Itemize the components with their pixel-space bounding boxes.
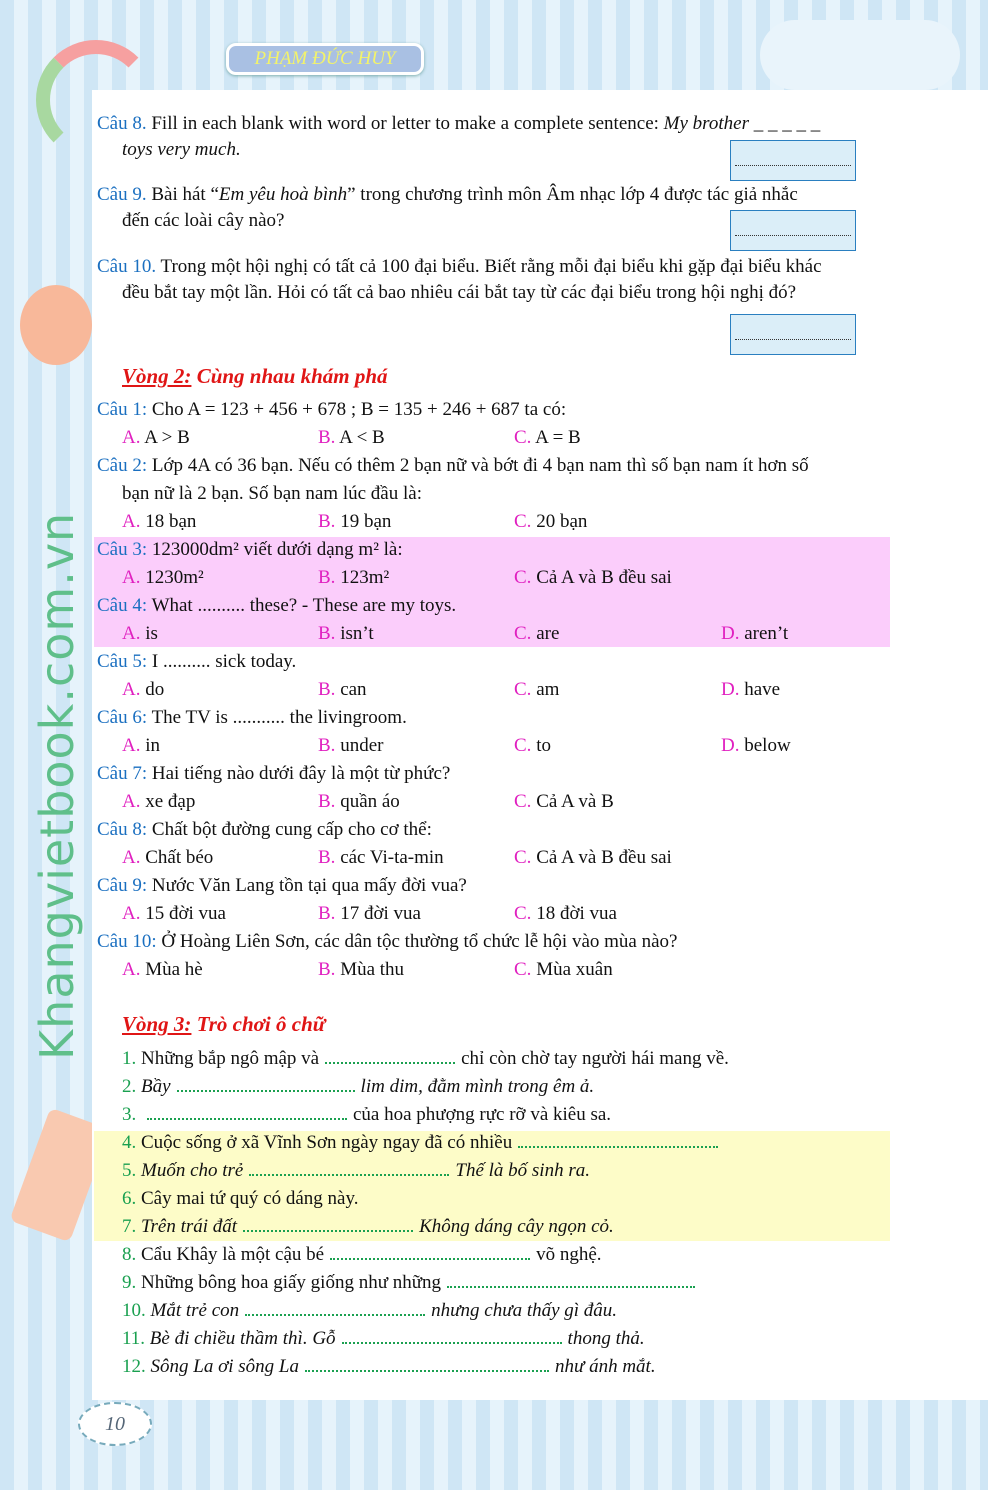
item-text-after: chỉ còn chờ tay người hái mang về. <box>461 1048 729 1069</box>
question-label: Câu 5: <box>97 651 148 672</box>
option-text: Cả A và B đều sai <box>536 567 672 588</box>
answer-box[interactable] <box>730 210 856 251</box>
blank: _ _ _ _ _ <box>748 113 821 134</box>
item-text-after: nhưng chưa thấy gì đâu. <box>431 1300 618 1321</box>
option-letter: C. <box>514 567 532 588</box>
item-number: 4. <box>122 1132 137 1153</box>
question-text: Cho A = 123 + 456 + 678 ; B = 135 + 246 + 687 ta có: <box>151 399 567 420</box>
question-text: Chất bột đường cung cấp cho cơ thể: <box>151 819 432 840</box>
option-text: A < B <box>339 427 385 448</box>
question-label: Câu 7: <box>97 763 148 784</box>
question-text: Bài hát “ <box>151 184 219 205</box>
option-text: under <box>340 735 384 756</box>
answer-option[interactable] <box>122 424 190 452</box>
question-label: Câu 9: <box>97 875 148 896</box>
answer-option[interactable] <box>318 732 383 760</box>
answer-option[interactable] <box>122 956 203 984</box>
text-line <box>122 1101 611 1129</box>
answer-option[interactable] <box>122 844 213 872</box>
text-line <box>122 1157 590 1185</box>
text-line <box>122 1073 594 1101</box>
text-line <box>122 1045 729 1073</box>
option-letter: C. <box>514 623 532 644</box>
question-label: Câu 8. <box>97 113 147 134</box>
option-text: các Vi-ta-min <box>340 847 444 868</box>
text-line <box>122 788 882 816</box>
option-text: 18 đời vua <box>536 903 617 924</box>
option-text: are <box>536 623 560 644</box>
option-letter: C. <box>514 959 532 980</box>
answer-option[interactable] <box>514 732 551 760</box>
item-number: 6. <box>122 1188 137 1209</box>
item-text-before: Những bông hoa giấy giống như những <box>141 1272 442 1293</box>
item-text-after: Không dáng cây ngọn cỏ. <box>419 1216 614 1237</box>
option-text: Cả A và B <box>536 791 614 812</box>
answer-option[interactable] <box>721 732 791 760</box>
option-letter: C. <box>514 427 532 448</box>
question-label: Câu 8: <box>97 819 148 840</box>
answer-option[interactable] <box>318 620 374 648</box>
question-text-line2: toys very much. <box>122 139 241 160</box>
fill-blank[interactable] <box>342 1326 562 1344</box>
text-line <box>97 253 822 281</box>
option-letter: A. <box>122 427 141 448</box>
author-badge: PHẠM ĐỨC HUY <box>226 43 424 75</box>
question-label: Câu 10. <box>97 256 157 277</box>
option-text: have <box>744 679 781 700</box>
text-line <box>122 1185 359 1213</box>
round-title: Trò chơi ô chữ <box>196 1012 326 1036</box>
round-prefix: Vòng 3: <box>122 1012 192 1036</box>
option-text: Mùa thu <box>340 959 405 980</box>
option-letter: B. <box>318 847 336 868</box>
answer-option[interactable] <box>122 788 195 816</box>
option-letter: B. <box>318 735 336 756</box>
answer-option[interactable] <box>318 844 444 872</box>
option-letter: A. <box>122 959 141 980</box>
question-label: Câu 3: <box>97 539 148 560</box>
text-line <box>122 676 882 704</box>
option-letter: B. <box>318 791 336 812</box>
answer-option[interactable] <box>514 844 672 872</box>
option-letter: A. <box>122 623 141 644</box>
option-text: to <box>536 735 551 756</box>
round-prefix: Vòng 2: <box>122 364 192 388</box>
text-line <box>122 1269 701 1297</box>
text-line <box>122 1241 602 1269</box>
question-label: Câu 1: <box>97 399 148 420</box>
text-line <box>97 536 403 564</box>
option-letter: D. <box>721 735 740 756</box>
cloud-decoration <box>760 20 960 90</box>
option-text: 19 bạn <box>340 511 392 532</box>
answer-option[interactable] <box>122 732 160 760</box>
text-line <box>97 928 677 956</box>
question-text: Hai tiếng nào dưới đây là một từ phức? <box>151 763 451 784</box>
text-line <box>122 1297 617 1325</box>
answer-box[interactable] <box>730 140 856 181</box>
fill-blank[interactable] <box>245 1298 425 1316</box>
question-label: Câu 10: <box>97 931 157 952</box>
item-text-before: Cẩu Khây là một cậu bé <box>141 1244 325 1265</box>
item-number: 11. <box>122 1328 146 1349</box>
text-line <box>97 110 820 138</box>
text-line <box>122 480 422 508</box>
option-letter: C. <box>514 679 532 700</box>
option-text: can <box>340 679 367 700</box>
question-text: Nước Văn Lang tồn tại qua mấy đời vua? <box>151 875 467 896</box>
option-text: 17 đời vua <box>340 903 421 924</box>
answer-option[interactable] <box>318 956 404 984</box>
answer-option[interactable] <box>318 424 385 452</box>
text-line <box>122 424 882 452</box>
item-number: 5. <box>122 1160 137 1181</box>
text-line <box>122 1325 645 1353</box>
answer-option[interactable] <box>514 508 587 536</box>
answer-option[interactable] <box>122 676 164 704</box>
option-text: A > B <box>144 427 190 448</box>
item-text-after: Thế là bố sinh ra. <box>455 1160 590 1181</box>
answer-option[interactable] <box>318 676 367 704</box>
option-text: do <box>145 679 165 700</box>
item-text-before: Muốn cho trẻ <box>141 1160 244 1181</box>
option-letter: B. <box>318 903 336 924</box>
option-text: 18 bạn <box>145 511 197 532</box>
text-line <box>122 508 882 536</box>
question-text: Fill in each blank with word or letter to make a complete sentence: <box>151 113 664 134</box>
text-line <box>122 564 882 592</box>
watermark: Khangvietbook.com.vn <box>30 511 84 1060</box>
option-letter: A. <box>122 511 141 532</box>
answer-option[interactable] <box>514 620 559 648</box>
option-letter: C. <box>514 511 532 532</box>
option-letter: C. <box>514 903 532 924</box>
option-letter: C. <box>514 735 532 756</box>
page-number: 10 <box>78 1402 152 1446</box>
question-text: ” trong chương trình môn Âm nhạc lớp 4 được tác giả nhắc <box>347 184 798 205</box>
option-text: 15 đời vua <box>145 903 226 924</box>
option-letter: B. <box>318 959 336 980</box>
question-label: Câu 4: <box>97 595 148 616</box>
item-text-after: của hoa phượng rực rỡ và kiêu sa. <box>353 1104 612 1125</box>
item-text-before: Cây mai tứ quý có dáng này. <box>141 1188 359 1209</box>
option-text: 1230m² <box>145 567 204 588</box>
fill-blank[interactable] <box>325 1046 455 1064</box>
round-title: Cùng nhau khám phá <box>196 364 388 388</box>
answer-option[interactable] <box>122 564 204 592</box>
item-text-before: Những bắp ngô mập và <box>141 1048 320 1069</box>
question-text-line2: đều bắt tay một lần. Hỏi có tất cả bao nhiêu cái bắt tay từ các đại biểu trong hội nghị đó? <box>122 282 797 303</box>
answer-dotted-line <box>735 339 851 340</box>
song-title: Em yêu hoà bình <box>218 184 348 205</box>
question-label: Câu 6: <box>97 707 148 728</box>
fill-blank[interactable] <box>305 1354 549 1372</box>
answer-option[interactable] <box>514 788 614 816</box>
option-text: A = B <box>535 427 581 448</box>
item-number: 8. <box>122 1244 137 1265</box>
fill-blank[interactable] <box>243 1214 413 1232</box>
question-text: Trong một hội nghị có tất cả 100 đại biểu. Biết rằng mỗi đại biểu khi gặp đại biểu khác <box>160 256 822 277</box>
option-letter: A. <box>122 791 141 812</box>
item-text-before: Mắt trẻ con <box>150 1300 240 1321</box>
text-line <box>97 592 456 620</box>
question-label: Câu 2: <box>97 455 148 476</box>
answer-option[interactable] <box>318 900 421 928</box>
option-letter: D. <box>721 679 740 700</box>
fill-blank[interactable] <box>249 1158 449 1176</box>
option-text: aren’t <box>744 623 789 644</box>
question-text: What .......... these? - These are my toys. <box>151 595 457 616</box>
fill-blank[interactable] <box>330 1242 530 1260</box>
question-text-line2: bạn nữ là 2 bạn. Số bạn nam lúc đầu là: <box>122 483 422 504</box>
text-line <box>97 760 450 788</box>
text-line <box>97 704 407 732</box>
question-label: Câu 9. <box>97 184 147 205</box>
answer-option[interactable] <box>122 620 158 648</box>
answer-dotted-line <box>735 165 851 166</box>
answer-option[interactable] <box>721 620 788 648</box>
option-text: Mùa xuân <box>536 959 613 980</box>
text-line <box>122 844 882 872</box>
answer-option[interactable] <box>514 956 613 984</box>
item-text-before: Cuộc sống ở xã Vĩnh Sơn ngày ngay đã có nhiều <box>141 1132 513 1153</box>
text-line <box>122 1353 656 1381</box>
balloon-decoration <box>20 285 92 365</box>
answer-option[interactable] <box>122 900 226 928</box>
option-letter: A. <box>122 903 141 924</box>
answer-option[interactable] <box>514 676 559 704</box>
question-text: 123000dm² viết dưới dạng m² là: <box>151 539 403 560</box>
text-line <box>122 279 796 307</box>
fill-blank[interactable] <box>177 1074 355 1092</box>
answer-option[interactable] <box>318 564 389 592</box>
text-line <box>122 136 241 164</box>
option-letter: B. <box>318 679 336 700</box>
item-number: 10. <box>122 1300 146 1321</box>
option-text: Cả A và B đều sai <box>536 847 672 868</box>
option-letter: C. <box>514 847 532 868</box>
option-text: 123m² <box>340 567 390 588</box>
text-line <box>97 396 566 424</box>
fill-blank[interactable] <box>518 1130 718 1148</box>
option-text: Mùa hè <box>145 959 203 980</box>
answer-option[interactable] <box>122 508 196 536</box>
option-letter: B. <box>318 567 336 588</box>
text-line <box>122 956 882 984</box>
option-letter: B. <box>318 511 336 532</box>
option-letter: A. <box>122 735 141 756</box>
item-number: 2. <box>122 1076 137 1097</box>
answer-option[interactable] <box>318 788 400 816</box>
text-line <box>97 648 296 676</box>
option-text: xe đạp <box>145 791 196 812</box>
item-number: 1. <box>122 1048 137 1069</box>
text-line <box>97 816 432 844</box>
item-text-before: Trên trái đất <box>141 1216 238 1237</box>
option-letter: B. <box>318 427 336 448</box>
answer-dotted-line <box>735 235 851 236</box>
question-text: The TV is ........... the livingroom. <box>151 707 407 728</box>
item-number: 3. <box>122 1104 137 1125</box>
round-heading <box>122 364 388 389</box>
item-number: 12. <box>122 1356 146 1377</box>
item-text-after: lim dim, đằm mình trong êm ả. <box>360 1076 595 1097</box>
question-text: Lớp 4A có 36 bạn. Nếu có thêm 2 bạn nữ và bớt đi 4 bạn nam thì số bạn nam ít hơn số <box>151 455 809 476</box>
item-text-before: Bè đi chiều thầm thì. Gỗ <box>149 1328 336 1349</box>
answer-option[interactable] <box>514 900 617 928</box>
option-text: quần áo <box>340 791 400 812</box>
text-line <box>122 1129 724 1157</box>
option-letter: B. <box>318 623 336 644</box>
question-text: Ở Hoàng Liên Sơn, các dân tộc thường tổ chức lễ hội vào mùa nào? <box>161 931 678 952</box>
item-text-after: thong thả. <box>567 1328 645 1349</box>
question-text: I .......... sick today. <box>151 651 297 672</box>
question-italic: My brother <box>663 113 749 134</box>
option-text: Chất béo <box>145 847 214 868</box>
item-text-after: như ánh mắt. <box>554 1356 656 1377</box>
text-line <box>97 872 467 900</box>
option-text: below <box>744 735 791 756</box>
option-text: am <box>536 679 560 700</box>
text-line <box>97 452 809 480</box>
answer-option[interactable] <box>721 676 780 704</box>
question-text-line2: đến các loài cây nào? <box>122 210 285 231</box>
text-line <box>122 1213 614 1241</box>
fill-blank[interactable] <box>147 1102 347 1120</box>
text-line <box>122 207 284 235</box>
item-text-after: võ nghệ. <box>536 1244 602 1265</box>
option-letter: C. <box>514 791 532 812</box>
option-text: 20 bạn <box>536 511 588 532</box>
item-text-before: Bầy <box>141 1076 171 1097</box>
option-text: isn’t <box>340 623 374 644</box>
fill-blank[interactable] <box>447 1270 695 1288</box>
option-text: is <box>145 623 158 644</box>
text-line <box>97 181 798 209</box>
answer-option[interactable] <box>514 424 581 452</box>
answer-box[interactable] <box>730 314 856 355</box>
answer-option[interactable] <box>318 508 391 536</box>
answer-option[interactable] <box>514 564 672 592</box>
text-line <box>122 900 882 928</box>
option-letter: D. <box>721 623 740 644</box>
text-line <box>122 620 882 648</box>
item-number: 7. <box>122 1216 137 1237</box>
item-text-before: Sông La ơi sông La <box>150 1356 299 1377</box>
option-letter: A. <box>122 679 141 700</box>
option-letter: A. <box>122 847 141 868</box>
text-line <box>122 732 882 760</box>
option-letter: A. <box>122 567 141 588</box>
option-text: in <box>145 735 161 756</box>
item-number: 9. <box>122 1272 137 1293</box>
round-heading <box>122 1012 325 1037</box>
